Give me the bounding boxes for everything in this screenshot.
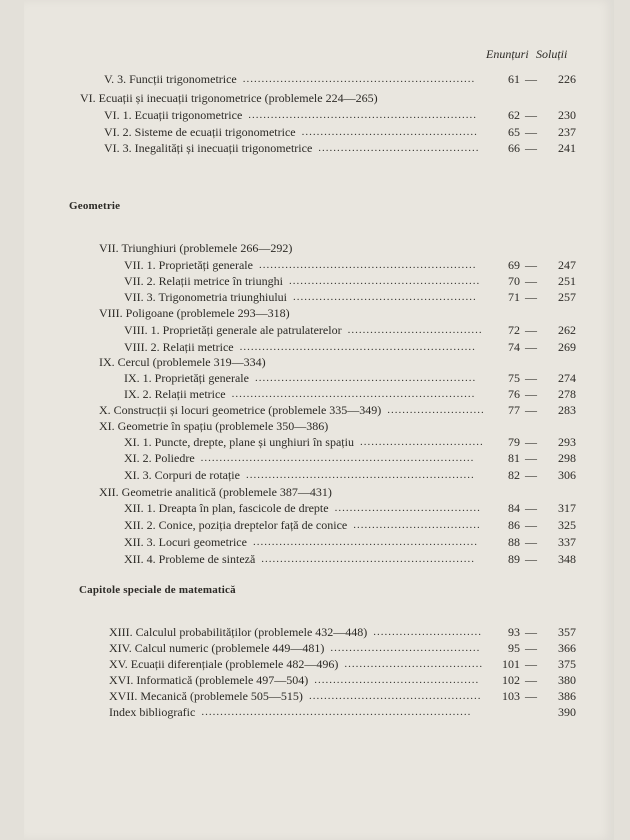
page-enunturi: 61: [508, 72, 520, 86]
page-dash: —: [525, 258, 537, 272]
dot-leader: .............................................................: [248, 109, 478, 121]
dot-leader: ........................................................................: [201, 706, 472, 718]
page-enunturi: 102: [502, 673, 520, 687]
dot-leader: ..........................: [387, 404, 485, 416]
page-dash: —: [525, 535, 537, 549]
page-dash: —: [525, 72, 537, 86]
toc-entry: [109, 672, 614, 688]
page-solutii: 226: [558, 72, 576, 86]
page-solutii: 283: [558, 403, 576, 417]
entry-title: XII. 3. Locuri geometrice: [124, 535, 247, 549]
page-solutii: 241: [558, 141, 576, 155]
dot-leader: ...................................................: [288, 275, 481, 287]
page-dash: —: [525, 468, 537, 482]
page-dash: —: [525, 274, 537, 288]
entry-title: Index bibliografic: [109, 705, 196, 719]
page-dash: —: [525, 141, 537, 155]
page-enunturi: 69: [508, 258, 520, 272]
page-solutii: 348: [558, 552, 576, 566]
toc-entry: [124, 434, 614, 450]
entry-title: VII. Triunghiuri (problemele 266—292): [99, 241, 293, 255]
entry-title: XII. 2. Conice, poziția dreptelor față de conice: [124, 518, 348, 532]
dot-leader: .................................................................: [231, 388, 476, 400]
entry-title: VIII. Poligoane (problemele 293—318): [99, 306, 290, 320]
toc-entry: [109, 640, 614, 656]
entry-title: XIII. Calculul probabilităților (problemele 432—448): [109, 625, 368, 639]
entry-title: XI. 2. Poliedre: [124, 451, 195, 465]
header-enunturi: Enunțuri: [486, 47, 529, 61]
page-enunturi: 81: [508, 451, 520, 465]
toc-entry: [124, 534, 614, 550]
dot-leader: .........................................................: [261, 553, 476, 565]
entry-title: XVI. Informatică (problemele 497—504): [109, 673, 309, 687]
toc-entry: [124, 551, 614, 567]
page-dash: —: [525, 518, 537, 532]
page-dash: —: [525, 552, 537, 566]
page-solutii: 386: [558, 689, 576, 703]
entry-title: VII. 1. Proprietăți generale: [124, 258, 253, 272]
toc-entry: [124, 289, 614, 305]
dot-leader: .............................................................: [245, 469, 475, 481]
page-enunturi: 65: [508, 125, 520, 139]
page-solutii: 293: [558, 435, 576, 449]
dot-leader: ............................................................: [252, 536, 478, 548]
entry-title: IX. Cercul (problemele 319—334): [99, 355, 266, 369]
page-solutii: 390: [558, 705, 576, 719]
entry-title: XIV. Calcul numeric (problemele 449—481): [109, 641, 325, 655]
page-enunturi: 95: [508, 641, 520, 655]
book-page: [24, 0, 614, 840]
page-enunturi: 71: [508, 290, 520, 304]
page-solutii: 306: [558, 468, 576, 482]
page-enunturi: 70: [508, 274, 520, 288]
dot-leader: ....................................: [347, 324, 483, 336]
page-dash: —: [525, 340, 537, 354]
toc-entry: [124, 322, 614, 338]
page-solutii: 375: [558, 657, 576, 671]
page-enunturi: 82: [508, 468, 520, 482]
dot-leader: ...........................................................: [254, 372, 477, 384]
page-solutii: 257: [558, 290, 576, 304]
page-enunturi: 88: [508, 535, 520, 549]
page-enunturi: 84: [508, 501, 520, 515]
entry-title: XII. 1. Dreapta în plan, fascicole de drepte: [124, 501, 329, 515]
dot-leader: .................................................: [293, 291, 477, 303]
toc-entry: [104, 71, 614, 87]
toc-entry: [99, 418, 614, 434]
dot-leader: ..............................................: [308, 690, 482, 702]
toc-entry: [99, 402, 614, 418]
page-dash: —: [525, 323, 537, 337]
page-solutii: 366: [558, 641, 576, 655]
dot-leader: ............................................: [314, 674, 480, 686]
entry-title: VII. 3. Trigonometria triunghiului: [124, 290, 287, 304]
dot-leader: ...............................................: [301, 126, 478, 138]
entry-title: X. Construcții și locuri geometrice (problemele 335—349): [99, 403, 382, 417]
page-enunturi: 89: [508, 552, 520, 566]
entry-title: V. 3. Funcții trigonometrice: [104, 72, 237, 86]
toc-entry: [124, 450, 614, 466]
page-dash: —: [525, 673, 537, 687]
page-dash: —: [525, 290, 537, 304]
entry-title: XVII. Mecanică (problemele 505—515): [109, 689, 303, 703]
page-enunturi: 74: [508, 340, 520, 354]
page-solutii: 237: [558, 125, 576, 139]
page-enunturi: 79: [508, 435, 520, 449]
page-dash: —: [525, 501, 537, 515]
page-dash: —: [525, 403, 537, 417]
entry-title: XII. Geometrie analitică (problemele 387—431): [99, 485, 332, 499]
dot-leader: .....................................: [344, 658, 484, 670]
page-enunturi: 72: [508, 323, 520, 337]
dot-leader: ..............................................................: [242, 73, 476, 85]
toc-entry: [80, 90, 614, 106]
entry-title: XII. 4. Probleme de sinteză: [124, 552, 256, 566]
section-title: Geometrie: [69, 200, 121, 212]
dot-leader: ..........................................................: [258, 259, 477, 271]
page-solutii: 262: [558, 323, 576, 337]
page-dash: —: [525, 657, 537, 671]
page-solutii: 317: [558, 501, 576, 515]
page-solutii: 380: [558, 673, 576, 687]
header-solutii: Soluții: [536, 47, 568, 61]
entry-title: VIII. 2. Relații metrice: [124, 340, 234, 354]
toc-entry: [104, 124, 614, 140]
page-enunturi: 93: [508, 625, 520, 639]
entry-title: IX. 2. Relații metrice: [124, 387, 226, 401]
page-dash: —: [525, 435, 537, 449]
page-solutii: 337: [558, 535, 576, 549]
dot-leader: .......................................: [334, 502, 481, 514]
page-enunturi: 103: [502, 689, 520, 703]
entry-title: IX. 1. Proprietăți generale: [124, 371, 249, 385]
entry-title: VIII. 1. Proprietăți generale ale patrulaterelor: [124, 323, 342, 337]
toc-entry: [104, 107, 614, 123]
page-solutii: 298: [558, 451, 576, 465]
page-solutii: 251: [558, 274, 576, 288]
dot-leader: ...........................................: [318, 142, 480, 154]
page-enunturi: 66: [508, 141, 520, 155]
entry-title: VI. 1. Ecuații trigonometrice: [104, 108, 243, 122]
dot-leader: .............................: [373, 626, 483, 638]
page-solutii: 278: [558, 387, 576, 401]
toc-entry: [104, 140, 614, 156]
page-enunturi: 101: [502, 657, 520, 671]
page-dash: —: [525, 387, 537, 401]
toc-entry: [109, 688, 614, 704]
entry-title: VII. 2. Relații metrice în triunghi: [124, 274, 283, 288]
entry-title: VI. 2. Sisteme de ecuații trigonometrice: [104, 125, 296, 139]
page-solutii: 357: [558, 625, 576, 639]
page-solutii: 230: [558, 108, 576, 122]
page-dash: —: [525, 125, 537, 139]
page-enunturi: 75: [508, 371, 520, 385]
page-dash: —: [525, 641, 537, 655]
page-solutii: 247: [558, 258, 576, 272]
toc-entry: [99, 240, 614, 256]
toc-entry: [99, 484, 614, 500]
toc-entry: [99, 305, 614, 321]
dot-leader: ..................................: [353, 519, 481, 531]
toc-entry: [124, 339, 614, 355]
toc-entry: [124, 467, 614, 483]
toc-entry: [109, 704, 614, 720]
toc-entry: [124, 386, 614, 402]
toc-entry: [99, 354, 614, 370]
dot-leader: .................................: [359, 436, 484, 448]
page-dash: —: [525, 371, 537, 385]
toc-entry: [124, 273, 614, 289]
entry-title: XV. Ecuații diferențiale (problemele 482—496): [109, 657, 339, 671]
entry-title: VI. 3. Inegalități și inecuații trigonometrice: [104, 141, 313, 155]
toc-entry: [124, 257, 614, 273]
toc-entry: [109, 656, 614, 672]
page-enunturi: 62: [508, 108, 520, 122]
entry-title: XI. 3. Corpuri de rotație: [124, 468, 240, 482]
toc-entry: [124, 370, 614, 386]
page-dash: —: [525, 108, 537, 122]
page-solutii: 269: [558, 340, 576, 354]
toc-entry: [109, 624, 614, 640]
toc-entry: [124, 500, 614, 516]
section-title: Capitole speciale de matematică: [79, 584, 236, 596]
entry-title: XI. Geometrie în spațiu (problemele 350—386): [99, 419, 329, 433]
dot-leader: ........................................: [330, 642, 481, 654]
page-dash: —: [525, 625, 537, 639]
toc-entry: [124, 517, 614, 533]
page-enunturi: 77: [508, 403, 520, 417]
page-solutii: 274: [558, 371, 576, 385]
page-enunturi: 86: [508, 518, 520, 532]
entry-title: VI. Ecuații și inecuații trigonometrice (problemele 224—265): [80, 91, 378, 105]
page-solutii: 325: [558, 518, 576, 532]
page-dash: —: [525, 451, 537, 465]
entry-title: XI. 1. Puncte, drepte, plane și unghiuri în spațiu: [124, 435, 354, 449]
page-dash: —: [525, 689, 537, 703]
page-enunturi: 76: [508, 387, 520, 401]
dot-leader: .........................................................................: [200, 452, 475, 464]
dot-leader: ...............................................................: [239, 341, 476, 353]
